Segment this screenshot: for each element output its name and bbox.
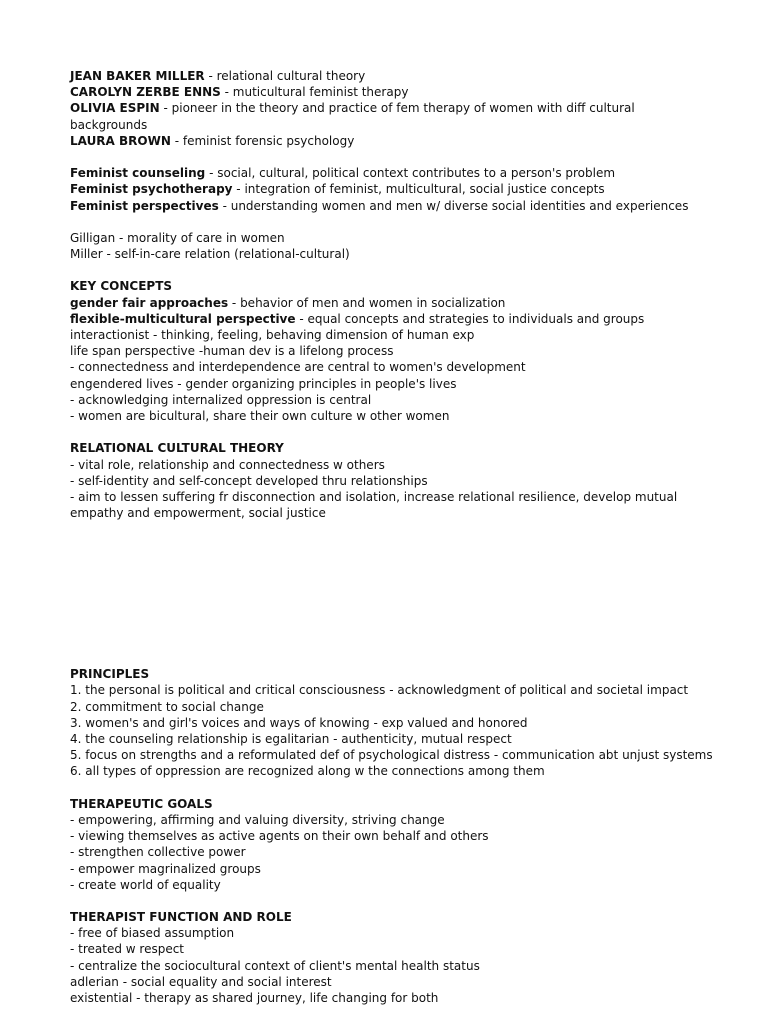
people-list bbox=[70, 68, 760, 149]
person-line bbox=[70, 133, 760, 149]
notes-list bbox=[70, 230, 760, 262]
role-line: adlerian - social equality and social interest bbox=[70, 974, 332, 989]
person-name: JEAN BAKER MILLER bbox=[70, 69, 205, 83]
person-desc: - feminist forensic psychology bbox=[170, 133, 355, 148]
concept-desc: - equal concepts and strategies to individuals and groups bbox=[295, 311, 645, 326]
goal-line: - empower magrinalized groups bbox=[70, 861, 261, 876]
note-line: Miller - self-in-care relation (relational-cultural) bbox=[70, 247, 350, 262]
definition-line bbox=[70, 165, 760, 181]
definitions-list bbox=[70, 165, 760, 214]
section-heading: KEY CONCEPTS bbox=[70, 279, 173, 294]
person-desc: - muticultural feminist therapy bbox=[220, 85, 409, 100]
spacer bbox=[70, 424, 760, 440]
section-heading: RELATIONAL CULTURAL THEORY bbox=[70, 441, 284, 456]
concept-line: life span perspective -human dev is a lifelong process bbox=[70, 344, 394, 359]
concept-term: flexible-multicultural perspective bbox=[70, 311, 296, 326]
principle-line: 4. the counseling relationship is egalitarian - authenticity, mutual respect bbox=[70, 732, 512, 746]
goal-line: - viewing themselves as active agents on their own behalf and others bbox=[70, 829, 489, 844]
principles-section bbox=[70, 666, 760, 779]
concept-line: engendered lives - gender organizing principles in people's lives bbox=[70, 376, 457, 391]
principle-line: 1. the personal is political and critical consciousness - acknowledgment of political and societal impact bbox=[70, 683, 689, 698]
principle-line: 6. all types of oppression are recognized along w the connections among them bbox=[70, 764, 545, 779]
person-desc: - relational cultural theory bbox=[204, 69, 366, 83]
person-line bbox=[70, 84, 760, 100]
role-line: - centralize the sociocultural context of client's mental health status bbox=[70, 958, 480, 973]
concept-line bbox=[70, 295, 760, 311]
note-line: Gilligan - morality of care in women bbox=[70, 230, 285, 245]
therapist-function-section bbox=[70, 909, 760, 1006]
spacer bbox=[70, 262, 760, 278]
rct-line: empathy and empowerment, social justice bbox=[70, 506, 326, 521]
relational-cultural-theory-section bbox=[70, 440, 760, 521]
person-line-continued bbox=[70, 117, 760, 133]
concept-term: gender fair approaches bbox=[70, 295, 229, 310]
definition-desc: - understanding women and men w/ diverse social identities and experiences bbox=[218, 198, 689, 213]
goal-line: - strengthen collective power bbox=[70, 845, 246, 860]
document-page bbox=[70, 68, 760, 1006]
definition-line bbox=[70, 198, 760, 214]
person-desc: - pioneer in the theory and practice of fem therapy of women with diff cultural bbox=[159, 101, 635, 116]
person-line bbox=[70, 100, 760, 116]
definition-term: Feminist psychotherapy bbox=[70, 182, 233, 197]
key-concepts-section bbox=[70, 278, 760, 424]
concept-line bbox=[70, 311, 760, 327]
concept-line: - connectedness and interdependence are central to women's development bbox=[70, 360, 526, 375]
person-name: CAROLYN ZERBE ENNS bbox=[70, 85, 221, 100]
definition-line bbox=[70, 181, 760, 197]
concept-line: - women are bicultural, share their own culture w other women bbox=[70, 408, 450, 423]
spacer bbox=[70, 893, 760, 909]
goal-line: - empowering, affirming and valuing diversity, striving change bbox=[70, 812, 445, 827]
definition-term: Feminist counseling bbox=[70, 166, 206, 181]
definition-desc: - integration of feminist, multicultural, social justice concepts bbox=[232, 182, 605, 197]
section-heading: THERAPEUTIC GOALS bbox=[70, 796, 213, 811]
person-name: OLIVIA ESPIN bbox=[70, 101, 160, 116]
spacer bbox=[70, 780, 760, 796]
goal-line: - create world of equality bbox=[70, 877, 221, 892]
section-heading: THERAPIST FUNCTION AND ROLE bbox=[70, 910, 292, 925]
principle-line: 3. women's and girl's voices and ways of knowing - exp valued and honored bbox=[70, 715, 528, 730]
concept-line: interactionist - thinking, feeling, behaving dimension of human exp bbox=[70, 328, 475, 342]
concept-desc: - behavior of men and women in socialization bbox=[228, 295, 506, 310]
person-line bbox=[70, 68, 760, 84]
section-heading: PRINCIPLES bbox=[70, 667, 150, 682]
spacer bbox=[70, 149, 760, 165]
principle-line: 5. focus on strengths and a reformulated def of psychological distress - communication abt unjust systems bbox=[70, 748, 713, 763]
rct-line: - self-identity and self-concept developed thru relationships bbox=[70, 473, 428, 488]
role-line: - free of biased assumption bbox=[70, 926, 235, 941]
rct-line: - vital role, relationship and connectedness w others bbox=[70, 457, 385, 472]
rct-line: - aim to lessen suffering fr disconnection and isolation, increase relational resilience, develop mutual bbox=[70, 489, 678, 504]
person-name: LAURA BROWN bbox=[70, 133, 171, 148]
definition-term: Feminist perspectives bbox=[70, 198, 219, 213]
role-line: existential - therapy as shared journey, life changing for both bbox=[70, 991, 439, 1005]
concept-line: - acknowledging internalized oppression is central bbox=[70, 392, 372, 407]
definition-desc: - social, cultural, political context contributes to a person's problem bbox=[205, 166, 616, 181]
person-desc: backgrounds bbox=[70, 117, 148, 132]
role-line: - treated w respect bbox=[70, 942, 185, 957]
principle-line: 2. commitment to social change bbox=[70, 699, 264, 714]
blank-area bbox=[70, 521, 760, 666]
therapeutic-goals-section bbox=[70, 796, 760, 893]
spacer bbox=[70, 214, 760, 230]
